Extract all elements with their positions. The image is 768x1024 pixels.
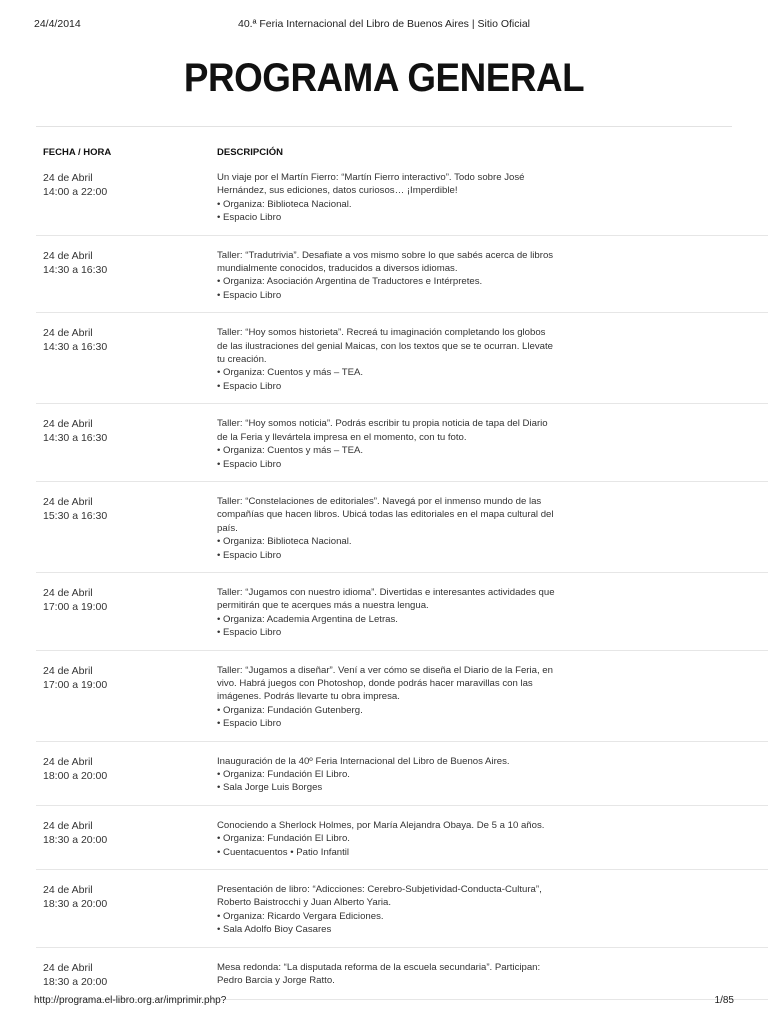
print-footer (34, 995, 734, 1009)
row-datetime (43, 755, 217, 795)
table-row (36, 651, 768, 742)
description-detail: • Espacio Libro (217, 380, 282, 392)
row-description (217, 819, 557, 859)
description-text: Mesa redonda: “La disputada reforma de la escuela secundaria”. Participan: Pedro Barcia y Jorge Ratto. (217, 961, 541, 987)
row-time: 14:00 a 22:00 (43, 186, 108, 198)
row-time: 17:00 a 19:00 (43, 678, 108, 691)
description-detail: • Cuentacuentos • Patio Infantil (217, 846, 350, 858)
table-header (43, 147, 563, 169)
row-date: 24 de Abril (43, 586, 93, 599)
table-row (36, 948, 768, 1000)
row-description (217, 755, 557, 795)
row-datetime (43, 664, 217, 731)
description-text: Conociendo a Sherlock Holmes, por María Alejandra Obaya. De 5 a 10 años. (217, 819, 545, 831)
table-row (36, 870, 768, 948)
description-detail: • Espacio Libro (217, 718, 282, 730)
row-time: 18:30 a 20:00 (43, 975, 108, 988)
row-time: 18:00 a 20:00 (43, 769, 108, 782)
print-header (34, 18, 734, 32)
row-date: 24 de Abril (43, 884, 93, 897)
print-date: 24/4/2014 (34, 18, 81, 30)
description-detail: • Espacio Libro (217, 212, 282, 224)
description-detail: • Espacio Libro (217, 627, 282, 639)
row-date: 24 de Abril (43, 755, 93, 768)
table-row (36, 482, 768, 573)
page-title: PROGRAMA GENERAL (183, 56, 585, 100)
description-detail: • Organiza: Ricardo Vergara Ediciones. (217, 910, 384, 922)
row-description (217, 586, 557, 640)
table-row (36, 313, 768, 404)
row-time: 18:30 a 20:00 (43, 898, 108, 911)
description-detail: • Organiza: Fundación Gutenberg. (217, 704, 363, 716)
row-description (217, 249, 557, 303)
row-datetime (43, 883, 217, 937)
row-datetime (43, 819, 217, 859)
row-description (217, 326, 557, 393)
description-text: Taller: “Jugamos a diseñar”. Vení a ver cómo se diseña el Diario de la Feria, en vivo. Habrá juegos con Photoshop, donde podrás hacer maravillas con las imágenes. Podrás llevarte tu obra impresa. (217, 664, 553, 703)
description-text: Presentación de libro: “Adicciones: Cerebro-Subjetividad-Conducta-Cultura”, Roberto Baistrocchi y Juan Alberto Yaria. (217, 884, 542, 909)
row-time: 15:30 a 16:30 (43, 509, 108, 522)
row-time: 14:30 a 16:30 (43, 432, 108, 445)
table-row (36, 573, 768, 651)
description-detail: • Organiza: Biblioteca Nacional. (217, 536, 352, 548)
column-header-date: FECHA / HORA (43, 147, 112, 158)
description-text: Inauguración de la 40º Feria Internacional del Libro de Buenos Aires. (217, 755, 510, 767)
description-detail: • Organiza: Cuentos y más – TEA. (217, 445, 364, 457)
description-detail: • Organiza: Cuentos y más – TEA. (217, 367, 364, 379)
description-detail: • Sala Jorge Luis Borges (217, 782, 323, 794)
description-detail: • Sala Adolfo Bioy Casares (217, 924, 332, 936)
description-detail: • Espacio Libro (217, 549, 282, 561)
print-url: http://programa.el-libro.org.ar/imprimir.php? (34, 995, 227, 1006)
row-date: 24 de Abril (43, 819, 93, 832)
table-row (36, 806, 768, 870)
table-row (36, 236, 768, 314)
row-date: 24 de Abril (43, 172, 93, 184)
description-detail: • Organiza: Fundación El Libro. (217, 769, 350, 780)
program-table (43, 147, 563, 1000)
row-time: 17:00 a 19:00 (43, 600, 108, 613)
description-detail: • Espacio Libro (217, 289, 282, 301)
row-datetime (43, 495, 217, 562)
row-date: 24 de Abril (43, 249, 93, 262)
row-description (217, 417, 557, 471)
description-text: Taller: “Hoy somos noticia”. Podrás escribir tu propia noticia de tapa del Diario de la Feria y llevártela impresa en el momento, con tu foto. (217, 418, 548, 443)
row-time: 14:30 a 16:30 (43, 341, 108, 354)
description-detail: • Organiza: Biblioteca Nacional. (217, 198, 352, 210)
row-date: 24 de Abril (43, 664, 93, 677)
description-text: Taller: “Constelaciones de editoriales”. Navegá por el inmenso mundo de las compañías que hacen libros. Ubicá todas las editoriales en el mapa cultural del país. (217, 495, 554, 534)
description-detail: • Organiza: Asociación Argentina de Traductores e Intérpretes. (217, 276, 483, 288)
row-description (217, 961, 557, 989)
description-text: Taller: “Jugamos con nuestro idioma”. Divertidas e interesantes actividades que permitirán que te acerques más a nuestra lengua. (217, 586, 555, 612)
row-datetime (43, 961, 217, 989)
table-row (36, 404, 768, 482)
row-description (217, 171, 557, 225)
row-datetime (43, 586, 217, 640)
description-detail: • Espacio Libro (217, 458, 282, 470)
description-detail: • Organiza: Academia Argentina de Letras. (217, 613, 398, 625)
row-datetime (43, 249, 217, 303)
row-description (217, 883, 557, 937)
divider (36, 126, 732, 127)
description-text: Taller: “Hoy somos historieta”. Recreá tu imaginación completando los globos de las ilustraciones del genial Maicas, con los textos que se te ocurran. Llevate tu creación. (217, 327, 553, 366)
row-date: 24 de Abril (43, 327, 93, 340)
description-text: Taller: “Tradutrivia”. Desafiate a vos mismo sobre lo que sabés acerca de libros mundialmente conocidos, traducidos a diversos idiomas. (217, 249, 554, 275)
row-datetime (43, 417, 217, 471)
row-time: 14:30 a 16:30 (43, 263, 108, 276)
table-row (36, 169, 768, 236)
table-row (36, 742, 768, 806)
row-datetime (43, 171, 217, 225)
row-date: 24 de Abril (43, 961, 93, 974)
row-description (217, 664, 557, 731)
description-detail: • Organiza: Fundación El Libro. (217, 833, 350, 845)
description-text: Un viaje por el Martín Fierro: “Martín Fierro interactivo”. Todo sobre José Hernández, sus ediciones, datos curiosos… ¡Imperdible! (217, 172, 525, 197)
page-number: 1/85 (714, 995, 734, 1006)
row-time: 18:30 a 20:00 (43, 833, 108, 846)
column-header-description: DESCRIPCIÓN (217, 147, 283, 158)
table-body (43, 169, 563, 1000)
row-description (217, 495, 557, 562)
row-datetime (43, 326, 217, 393)
print-page-title: 40.ª Feria Internacional del Libro de Buenos Aires | Sitio Oficial (237, 18, 531, 30)
row-date: 24 de Abril (43, 495, 93, 508)
row-date: 24 de Abril (43, 418, 93, 431)
